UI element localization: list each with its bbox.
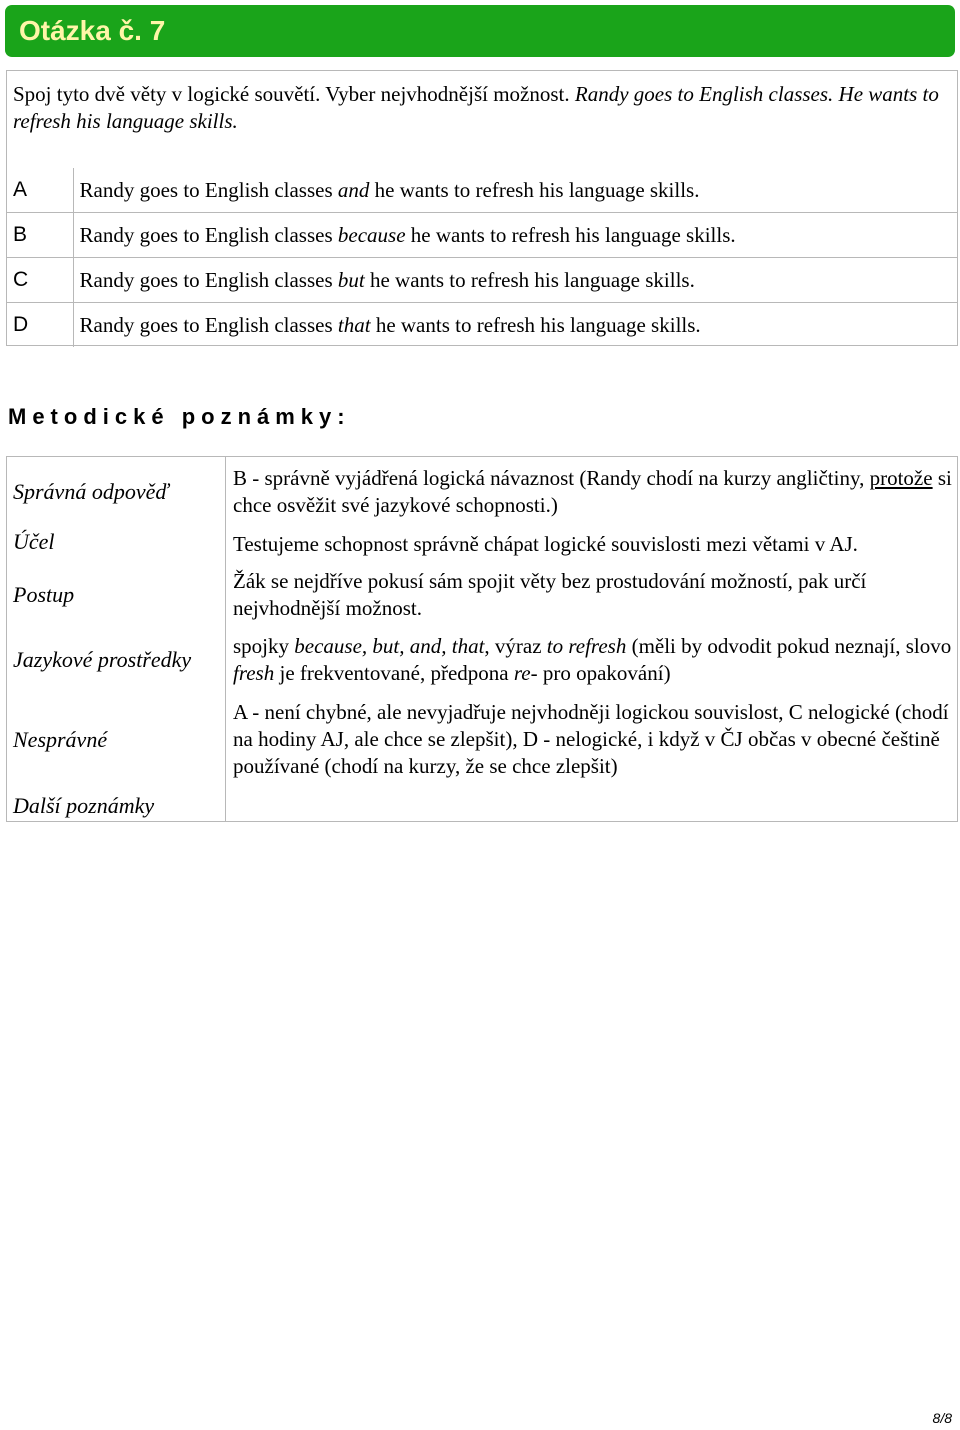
underlined-word: protože xyxy=(869,466,933,490)
label-procedure: Postup xyxy=(13,582,75,607)
lang-prefix: re- xyxy=(513,661,538,685)
answer-conjunction: because xyxy=(337,222,406,247)
answer-option-d[interactable] xyxy=(7,303,957,348)
lang-text: pro opakování) xyxy=(542,661,671,685)
prompt-sentences: Randy goes to English classes. He wants to refresh his language skills. xyxy=(13,82,939,133)
answer-text-after: he wants to refresh his language skills. xyxy=(375,312,701,337)
answer-text xyxy=(73,258,957,303)
correct-answer-text: B - správně vyjádřená logická návaznost (Randy chodí na kurzy angličtiny, xyxy=(233,466,865,490)
answer-option-b[interactable] xyxy=(7,213,957,258)
correct-answer-text-end: si chce osvěžit své jazykové schopnosti.) xyxy=(233,466,952,517)
lang-phrase: to refresh xyxy=(546,634,627,658)
answer-text-before: Randy goes to English classes xyxy=(79,267,333,292)
notes-heading: Metodické poznámky: xyxy=(8,404,351,429)
answer-text xyxy=(73,303,957,348)
label-other-notes: Další poznámky xyxy=(13,793,155,818)
answer-conjunction: and xyxy=(337,177,370,202)
answer-letter: C xyxy=(7,258,73,303)
label-language-means: Jazykové prostředky xyxy=(13,647,192,672)
value-correct-answer xyxy=(233,465,953,519)
answer-options xyxy=(7,168,957,347)
answer-text-after: he wants to refresh his language skills. xyxy=(374,177,700,202)
answer-text xyxy=(73,168,957,213)
answer-text-after: he wants to refresh his language skills. xyxy=(410,222,736,247)
label-correct-answer: Správná odpověď xyxy=(13,479,169,504)
answer-text-before: Randy goes to English classes xyxy=(79,177,333,202)
prompt-instruction: Spoj tyto dvě věty v logické souvětí. Vyber nejvhodnější možnost. xyxy=(13,82,570,106)
answer-option-c[interactable] xyxy=(7,258,957,303)
answer-letter: A xyxy=(7,168,73,213)
page-number: 8/8 xyxy=(932,1410,952,1426)
answer-text-before: Randy goes to English classes xyxy=(79,222,333,247)
value-language-means xyxy=(233,633,953,687)
question-prompt xyxy=(13,81,943,135)
question-title: Otázka č. 7 xyxy=(19,15,166,46)
answer-letter: B xyxy=(7,213,73,258)
lang-text: je frekventované, předpona xyxy=(279,661,509,685)
question-box xyxy=(6,70,958,346)
label-purpose: Účel xyxy=(13,529,55,554)
lang-text: , výraz xyxy=(484,634,542,658)
notes-column-divider xyxy=(225,457,226,821)
answer-option-a[interactable] xyxy=(7,168,957,213)
answer-letter: D xyxy=(7,303,73,348)
value-incorrect: A - není chybné, ale nevyjadřuje nejvhodněji logickou souvislost, C nelogické (chodí na hodiny AJ, ale chce se zlepšit), D - nelogické, i když v ČJ občas v obecné češtině používané (chodí na kurzy, že se chce zlepšit) xyxy=(233,700,949,778)
lang-conjunctions: because, but, and, that xyxy=(294,634,485,658)
answer-text-before: Randy goes to English classes xyxy=(79,312,333,337)
lang-text: (měli by odvodit pokud neznají, slovo xyxy=(631,634,952,658)
question-header xyxy=(5,5,955,57)
lang-word: fresh xyxy=(233,661,275,685)
answer-text xyxy=(73,213,957,258)
label-incorrect: Nesprávné xyxy=(13,727,108,752)
value-purpose: Testujeme schopnost správně chápat logické souvislosti mezi větami v AJ. xyxy=(233,532,858,556)
answer-text-after: he wants to refresh his language skills. xyxy=(369,267,695,292)
lang-text: spojky xyxy=(233,634,290,658)
value-procedure: Žák se nejdříve pokusí sám spojit věty bez prostudování možností, pak určí nejvhodnější možnost. xyxy=(233,569,867,620)
answer-conjunction: that xyxy=(337,312,371,337)
answer-conjunction: but xyxy=(337,267,365,292)
notes-table xyxy=(6,456,958,822)
